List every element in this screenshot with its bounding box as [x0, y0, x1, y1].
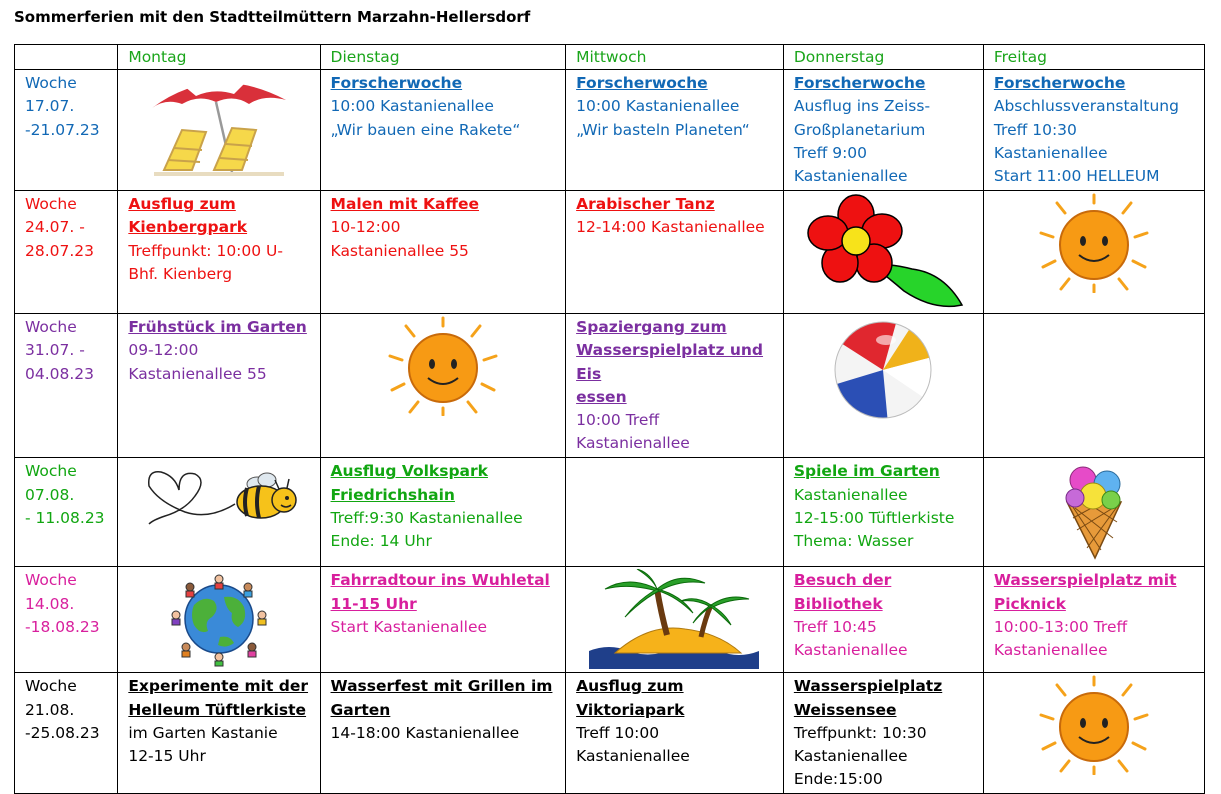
activity-cell-friday	[983, 458, 1204, 567]
header-day-monday: Montag	[118, 45, 320, 70]
activity-cell-thursday	[783, 191, 983, 314]
week-label-line: 04.08.23	[25, 364, 95, 383]
activity-cell-thursday	[783, 70, 983, 191]
activity-heading: Forscherwoche	[576, 74, 708, 93]
activity-line: 10-12:00	[330, 218, 401, 237]
week-row-6	[15, 673, 1205, 794]
activity-cell-wednesday	[566, 567, 784, 673]
activity-line: Kastanienallee 55	[330, 241, 469, 260]
activity-cell-tuesday	[320, 191, 566, 314]
activity-heading: 11-15 Uhr	[330, 594, 417, 613]
week-label-line: 24.07. -	[25, 218, 85, 237]
activity-heading: Forscherwoche	[993, 74, 1126, 93]
activity-line: Ende: 14 Uhr	[330, 532, 432, 551]
activity-cell-thursday	[783, 314, 983, 458]
bee-icon	[139, 460, 299, 530]
schedule-table	[14, 44, 1205, 794]
week-row-5	[15, 567, 1205, 673]
activity-heading: Viktoriapark	[576, 700, 685, 719]
week-label	[15, 191, 118, 314]
activity-line: „Wir bauen eine Rakete“	[330, 120, 521, 139]
activity-heading: Wasserspielplatz und Eis	[576, 341, 764, 383]
activity-heading: Picknick	[993, 594, 1066, 613]
week-row-3	[15, 314, 1205, 458]
activity-line: Kastanienallee	[793, 641, 908, 660]
activity-line: Kastanienallee	[576, 434, 690, 453]
activity-line: Abschlussveranstaltung	[993, 97, 1179, 116]
week-label-line: 07.08.	[25, 485, 75, 504]
header-day-friday: Freitag	[983, 45, 1204, 70]
activity-cell-wednesday	[566, 191, 784, 314]
activity-cell-tuesday	[320, 567, 566, 673]
header-day-wednesday: Mittwoch	[566, 45, 784, 70]
activity-heading: Forscherwoche	[330, 74, 463, 93]
activity-heading: Fahrradtour ins Wuhletal	[330, 571, 550, 590]
beach-chairs-umbrella-icon	[144, 72, 294, 180]
activity-line: Großplanetarium	[793, 120, 926, 139]
activity-heading: Spaziergang zum	[576, 318, 727, 337]
activity-line: Kastanienallee	[993, 143, 1108, 162]
week-label-line: 14.08.	[25, 594, 75, 613]
activity-line: Kastanienallee	[793, 485, 908, 504]
activity-line: Treff 10:30	[993, 120, 1077, 139]
smiling-sun-icon	[1019, 675, 1169, 775]
activity-cell-monday	[118, 314, 320, 458]
week-label	[15, 314, 118, 458]
activity-cell-monday	[118, 70, 320, 191]
activity-cell-thursday	[783, 458, 983, 567]
page-title: Sommerferien mit den Stadtteilmüttern Marzahn-Hellersdorf	[14, 8, 531, 26]
smiling-sun-icon	[368, 316, 518, 416]
smiling-sun-icon	[1019, 193, 1169, 293]
activity-line: Start 11:00 HELLEUM	[993, 167, 1160, 186]
week-label-line: Woche	[25, 571, 77, 590]
activity-cell-tuesday	[320, 314, 566, 458]
ice-cream-cone-icon	[1049, 460, 1139, 560]
header-day-thursday: Donnerstag	[783, 45, 983, 70]
activity-cell-thursday	[783, 567, 983, 673]
activity-line: Kastanienallee 55	[128, 364, 267, 383]
week-label-line: 17.07.	[25, 97, 75, 116]
activity-line: Treff 9:00	[793, 143, 868, 162]
activity-line: 09-12:00	[128, 341, 199, 360]
activity-cell-friday	[983, 567, 1204, 673]
activity-line: Bhf. Kienberg	[128, 264, 233, 283]
week-row-1	[15, 70, 1205, 191]
week-row-2	[15, 191, 1205, 314]
activity-line: 10:00 Treff	[576, 411, 660, 430]
activity-line: „Wir basteln Planeten“	[576, 120, 750, 139]
activity-line: 10:00 Kastanienallee	[330, 97, 494, 116]
activity-cell-monday	[118, 458, 320, 567]
palm-island-icon	[589, 569, 759, 669]
activity-line: 10:00 Kastanienallee	[576, 97, 740, 116]
activity-cell-monday	[118, 673, 320, 794]
activity-cell-wednesday	[566, 70, 784, 191]
activity-line: Treff 10:00	[576, 723, 660, 742]
activity-cell-friday	[983, 191, 1204, 314]
week-row-4	[15, 458, 1205, 567]
activity-line: Treffpunkt: 10:00 U-	[128, 241, 283, 260]
activity-heading: Friedrichshain	[330, 485, 455, 504]
activity-line: Treff:9:30 Kastanienallee	[330, 508, 523, 527]
activity-cell-friday	[983, 314, 1204, 458]
activity-cell-thursday	[783, 673, 983, 794]
week-label-line: 31.07. -	[25, 341, 85, 360]
week-label	[15, 70, 118, 191]
activity-heading: Ausflug zum	[128, 195, 236, 214]
activity-line: Kastanienallee	[576, 747, 690, 766]
week-label-line: Woche	[25, 195, 77, 214]
week-label-line: -21.07.23	[25, 120, 100, 139]
activity-line: 10:00-13:00 Treff	[993, 617, 1128, 636]
header-corner	[15, 45, 118, 70]
activity-line: Treffpunkt: 10:30	[793, 723, 927, 742]
activity-heading: Forscherwoche	[793, 74, 926, 93]
week-label-line: Woche	[25, 462, 77, 481]
activity-line: Kastanienallee	[993, 641, 1108, 660]
week-label	[15, 673, 118, 794]
activity-heading: Garten	[330, 700, 391, 719]
activity-heading: Helleum Tüftlerkiste	[128, 700, 307, 719]
activity-heading: Wasserfest mit Grillen im	[330, 677, 553, 696]
activity-heading: Besuch der Bibliothek	[793, 571, 892, 613]
week-label-line: Woche	[25, 318, 77, 337]
week-label	[15, 567, 118, 673]
activity-cell-tuesday	[320, 673, 566, 794]
activity-heading: essen	[576, 387, 627, 406]
activity-heading: Ausflug Volkspark	[330, 462, 488, 481]
activity-cell-wednesday	[566, 314, 784, 458]
activity-cell-wednesday	[566, 458, 784, 567]
header-day-tuesday: Dienstag	[320, 45, 566, 70]
activity-heading: Wasserspielplatz mit	[993, 571, 1177, 590]
activity-line: 12-14:00 Kastanienallee	[576, 218, 765, 237]
activity-heading: Kienbergpark	[128, 218, 248, 237]
activity-heading: Frühstück im Garten	[128, 318, 307, 337]
activity-heading: Weissensee	[793, 700, 897, 719]
activity-cell-friday	[983, 673, 1204, 794]
red-flower-icon	[794, 193, 974, 309]
activity-cell-friday	[983, 70, 1204, 191]
activity-line: Kastanienallee	[793, 747, 908, 766]
week-label	[15, 458, 118, 567]
activity-line: 12-15:00 Tüftlerkiste	[793, 508, 955, 527]
week-label-line: 21.08.	[25, 700, 75, 719]
header-row	[15, 45, 1205, 70]
beach-ball-icon	[828, 316, 938, 424]
globe-children-icon	[164, 569, 274, 667]
activity-line: Ausflug ins Zeiss-	[793, 97, 931, 116]
activity-heading: Wasserspielplatz	[793, 677, 943, 696]
week-label-line: -25.08.23	[25, 723, 100, 742]
activity-heading: Spiele im Garten	[793, 462, 940, 481]
activity-heading: Malen mit Kaffee	[330, 195, 480, 214]
activity-heading: Experimente mit der	[128, 677, 309, 696]
activity-line: 14-18:00 Kastanienallee	[330, 723, 520, 742]
activity-cell-wednesday	[566, 673, 784, 794]
activity-line: Thema: Wasser	[793, 532, 914, 551]
activity-heading: Ausflug zum	[576, 677, 684, 696]
activity-cell-tuesday	[320, 70, 566, 191]
activity-line: im Garten Kastanie	[128, 723, 278, 742]
week-label-line: - 11.08.23	[25, 508, 105, 527]
activity-line: Ende:15:00	[793, 770, 883, 789]
activity-line: Kastanienallee	[793, 167, 908, 186]
week-label-line: 28.07.23	[25, 241, 95, 260]
week-label-line: -18.08.23	[25, 617, 100, 636]
activity-cell-monday	[118, 191, 320, 314]
activity-line: Start Kastanienallee	[330, 617, 488, 636]
week-label-line: Woche	[25, 677, 77, 696]
activity-line: Treff 10:45	[793, 617, 877, 636]
activity-line: 12-15 Uhr	[128, 747, 206, 766]
activity-heading: Arabischer Tanz	[576, 195, 715, 214]
week-label-line: Woche	[25, 74, 77, 93]
activity-cell-monday	[118, 567, 320, 673]
activity-cell-tuesday	[320, 458, 566, 567]
